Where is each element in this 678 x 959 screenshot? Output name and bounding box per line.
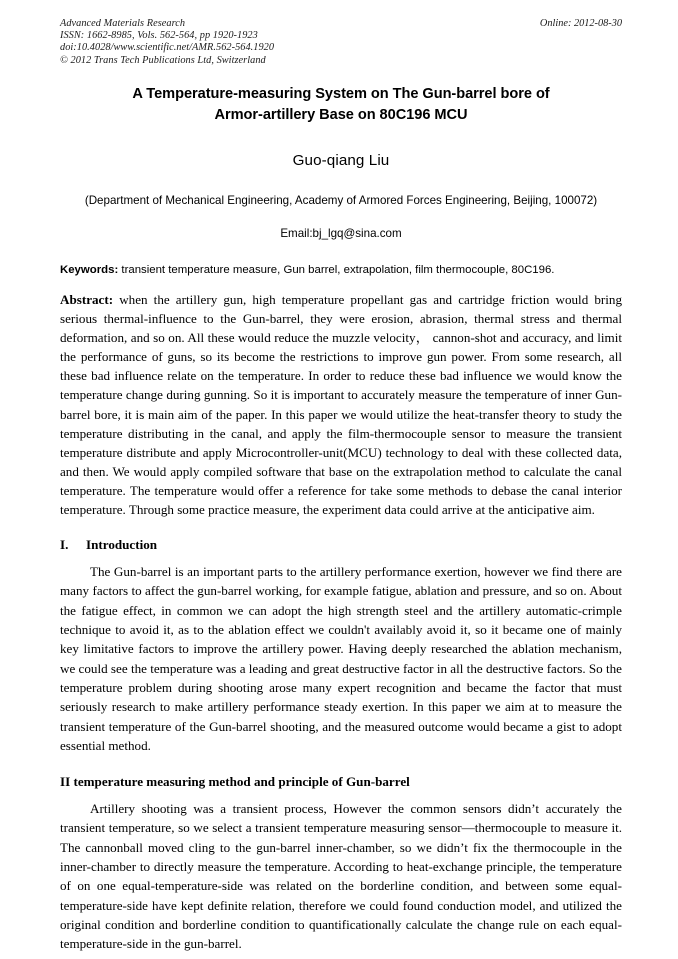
keywords-label: Keywords: [60,264,119,276]
section-number-1: I. [60,537,69,553]
journal-issn-line: ISSN: 1662-8985, Vols. 562-564, pp 1920-1923 [60,30,258,42]
abstract-paragraph [60,290,622,519]
journal-header-left [60,18,480,67]
page-title [86,84,596,126]
keywords-line [60,262,622,278]
paper-title-line-1: A Temperature-measuring System on The Gun-barrel bore of [132,86,550,102]
title-block [60,84,622,240]
journal-copyright-line: © 2012 Trans Tech Publications Ltd, Switzerland [60,54,266,66]
section-title-1: Introduction [86,537,158,553]
author-email: Email:bj_lgq@sina.com [280,227,402,240]
section-paragraph-1: The Gun-barrel is an important parts to the artillery performance exertion, however we find there are many factors to affect the gun-barrel working, for example fatigue, ablation and pressure, and so on. About the fatigue effect, in common we can adopt the high strength steel and the artillery automatic-crimple technique to avoid it, as to the ablation effect we couldn't availably avoid it, so it became one of mainly key limitative factors to improve the artillery power. Having deeply researched the ablation mechanism, we could see the temperature was a leading and great destructive factor in all the destructive factors. So the temperature problem during shooting arose many expert recognition and became the factor that must seriously research to make artillery performance steady exertion. In this paper we aim at to measure the transient temperature of the Gun-barrel shooting, and the measured outcome would became a gist to adopt essential method. [60,564,622,753]
author-affiliation: (Department of Mechanical Engineering, Academy of Armored Forces Engineering, Beijing, 100072) [84,194,598,207]
journal-header [60,18,622,70]
author-name: Guo-qiang Liu [292,152,390,169]
keywords-text: transient temperature measure, Gun barrel, extrapolation, film thermocouple, 80C196. [118,264,555,276]
paper-title-line-2: Armor-artillery Base on 80C196 MCU [214,107,468,123]
abstract-text: when the artillery gun, high temperature propellant gas and cartridge friction would bring serious thermal-influence to the Gun-barrel, they were erosion, abrasion, thermal stress and thermal deformation, and so on. All these would reduce the muzzle velocity， cannon-shot and accuracy, and limit the performance of guns, so its become the restrictions to improve gun power. From some research, all these bad influence relate on the temperature. In order to reduce these bad influence we would know the temperature change during gunning. So it is important to accurately measure the temperature of inner Gun-barrel bore, it is main aim of the paper. In this paper we would utilize the heat-transfer theory to study the temperature distributing in the canal, and apply the film-thermocouple sensor to measure the transient temperature distribute and apply Microcontroller-unit(MCU) technology to deal with these collected data, and then. We would apply compiled software that base on the extrapolation method to calculate the canal temperature. The temperature would offer a reference for take some methods to debase the canal interior temperature. Through some practice measure, the experiment data could arrive at the anticipative aim. [60,292,622,518]
journal-name: Advanced Materials Research [60,18,186,29]
abstract-label: Abstract: [60,292,114,307]
section-heading-introduction [60,537,622,553]
section-heading-method: II temperature measuring method and principle of Gun-barrel [60,774,410,790]
section-paragraph-2: Artillery shooting was a transient process, However the common sensors didn’t accurately the transient temperature, so we select a transient temperature measuring sensor—thermocouple to measure it. The cannonball moved cling to the gun-barrel inner-chamber, so we didn’t fix the thermocouple in the inner-chamber to directly measure the temperature. According to heat-exchange principle, the temperature of on one equal-temperature-side was related on the borderline condition, and between some equal-temperature-side have kept definite relation, therefore we could found conduction model, and utilized the original condition and borderline condition to quantificationally calculate the change rule on each equal-temperature-side in the gun-barrel. [60,801,622,952]
journal-doi-line: doi:10.4028/www.scientific.net/AMR.562-564.1920 [60,42,275,54]
online-date: Online: 2012-08-30 [539,18,622,29]
